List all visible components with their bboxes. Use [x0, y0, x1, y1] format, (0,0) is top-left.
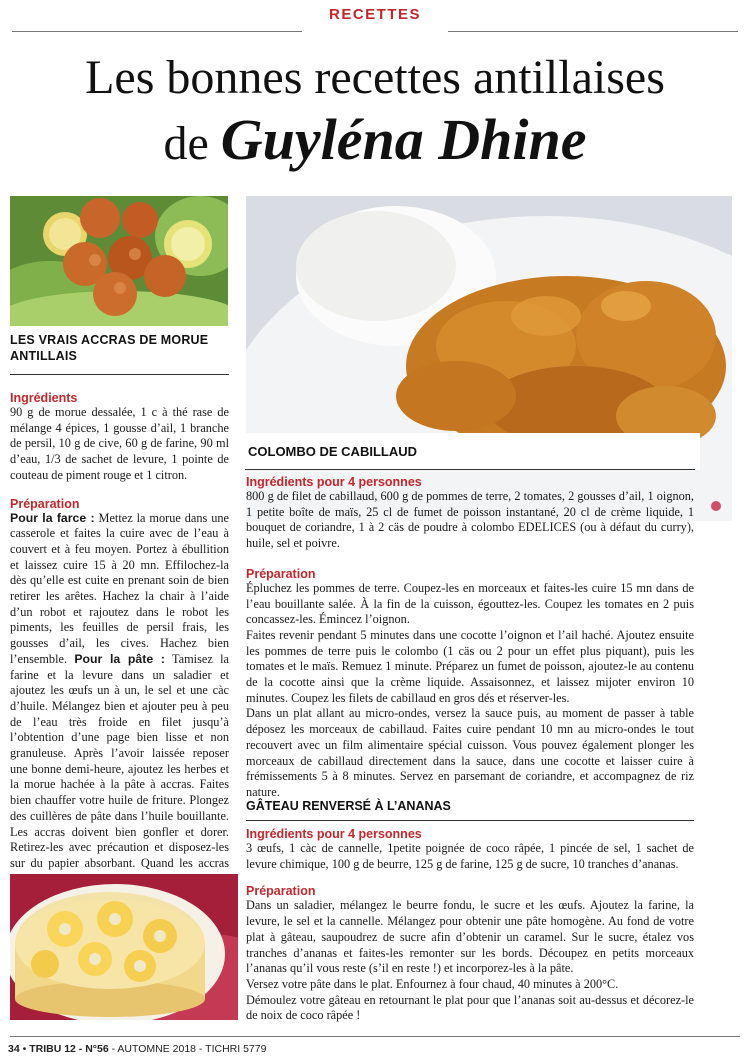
preparation-label: Préparation [10, 496, 80, 511]
recipe-title: LES VRAIS ACCRAS DE MORUE ANTILLAIS [10, 333, 209, 363]
page-footer: 34 • TRIBU 12 - N°56 - AUTOMNE 2018 - TICHRI 5779 [8, 1043, 267, 1055]
colombo-photo [246, 196, 732, 521]
gateau-photo [10, 874, 238, 1020]
recipe-title-rule [246, 820, 694, 821]
ingredients-text: 3 œufs, 1 càc de cannelle, 1petite poignée de coco râpée, 1 pincée de sel, 1 sachet de levure chimique, 100 g de beurre, 125 g de farine, 125 g de sucre, 10 tranches d’ananas. [246, 841, 694, 871]
page-title-line1: Les bonnes recettes antillaises [85, 51, 665, 104]
recipe-accras [10, 332, 229, 919]
farce-label: Pour la farce : [10, 510, 95, 525]
ingredients-label: Ingrédients pour 4 personnes [246, 475, 422, 489]
magazine-name: TRIBU 12 - N°56 [29, 1043, 109, 1055]
preparation-paragraph: Dans un plat allant au micro-ondes, versez la sauce puis, au moment de passer à table déposez les morceaux de cabillaud. Faites cuire pendant 10 mn au micro-ondes le tout recouvert avec un film alimentaire spécial cuisson. Vous pouvez également plonger les morceaux de cabillaud directement dans la sauce, dans une cocotte et laisser cuire à frémissements 5 à 8 minutes. Servez en parsemant de coriandre, et accompagnez de riz nature. [246, 706, 694, 799]
ingredients-text: 90 g de morue dessalée, 1 c à thé rase de mélange 4 épices, 1 gousse d’ail, 1 branche de persil, 10 g de cive, 60 g de farine, 90 ml d’eau, 1/3 de sachet de levure, 1 pointe de couteau de piment rouge et 1 citron. [10, 405, 229, 482]
footer-rule [10, 1036, 740, 1037]
recipe-colombo [246, 475, 694, 801]
ingredients-label: Ingrédients [10, 391, 78, 405]
preparation-paragraph: Dans un saladier, mélangez le beurre fondu, le sucre et les œufs. Ajoutez la farine, la levure, le sel et la cannelle. Mélangez pour obtenir une pâte homogène. Au fond de votre plat à gâteau, saupoudrez de sucre afin d’obtenir un caramel. Sur le sucre, étalez vos tranches d’ananas et faites-les remonter sur les bords. Découpez en petits morceaux l’ananas qu’il vous reste (s’il en reste !) et incorporez-les à la pâte. [246, 898, 694, 976]
recipe-gateau [246, 798, 694, 1024]
preparation-paragraph: Épluchez les pommes de terre. Coupez-les en morceaux et faites-les cuire 15 mn dans de l’eau bouillante salée. À la fin de la cuisson, égouttez-les. Coupez les tomates en 2 puis concassez-les. Émincez l’oignon. [246, 580, 694, 627]
preparation-paragraph: Démoulez votre gâteau en retournant le plat pour que l’ananas soit au-dessus et décorez-le de noix de coco râpée ! [246, 992, 694, 1023]
pate-text: Tamisez la farine et la levure dans un saladier et ajoutez les œufs un à un, le sel et une càc d’huile. Mélangez bien et ajouter peu à peu de l’eau très froide en filet jusqu’à l’obtention d’une page bien lisse et non granuleuse. Après l’avoir laissée reposer une bonne demi-heure, ajoutez les herbes et la morue hachée à la pâte à accras. Faites bien chauffer votre huile de friture. Plongez des cuillères de pâte dans l’huile bouillante. Les accras doivent bien gonfler et dorer. Retirez-les avec précaution et disposez-les sur du papier absorbant. Quand les accras [10, 651, 229, 870]
recipe-title: GÂTEAU RENVERSÉ À L’ANANAS [246, 799, 451, 813]
accras-photo [10, 196, 228, 326]
header-rule-left [12, 31, 302, 32]
preparation-label: Préparation [246, 884, 316, 899]
ingredients-label: Ingrédients pour 4 personnes [246, 827, 422, 841]
recipe-title: COLOMBO DE CABILLAUD [248, 444, 417, 459]
title-prefix: de [163, 117, 221, 170]
author-name: Guyléna Dhine [220, 107, 587, 172]
section-label: RECETTES [328, 6, 421, 23]
ingredients-text: 800 g de filet de cabillaud, 600 g de pommes de terre, 2 tomates, 2 gousses d’ail, 1 oignon, 1 petite boîte de maïs, 25 cl de fumet de poisson instantané, 20 cl de crème liquide, 1 bouquet de coriandre, 1 à 2 cäs de poudre à colombo EDELICES (ou à défaut du curry), huile, sel et poivre. [246, 489, 694, 551]
header-rule-right [448, 31, 738, 32]
page-number: 34 [8, 1043, 20, 1055]
pate-label: Pour la pâte : [74, 651, 165, 666]
preparation-text [10, 511, 229, 919]
farce-text: Mettez la morue dans une casserole et faites la cuire avec de l’eau à couvert et à feu moyen. Portez à ébullition et laissez cuire 15 à 20 mn. Effilochez-la dès qu’elle est cuite en prenant soin de bien retirer les arêtes. Hachez la chair à l’aide d’un robot et rajoutez dans le robot les piments, les feuilles de persil frais, les gousses d’ail, les cives. Hachez bien l’ensemble. [10, 510, 229, 666]
recipe-title-rule [10, 374, 229, 375]
preparation-paragraph: Versez votre pâte dans le plat. Enfournez à four chaud, 40 minutes à 200°C. [246, 976, 619, 991]
page-title-line2 [0, 108, 750, 176]
preparation-label: Préparation [246, 566, 316, 581]
issue-info: - AUTOMNE 2018 - TICHRI 5779 [108, 1043, 267, 1055]
preparation-paragraph: Faites revenir pendant 5 minutes dans une cocotte l’oignon et l’ail haché. Ajoutez ensuite les pommes de terre puis le colombo (1 cäs ou 2 pour un effet plus piquant), puis les tomates et le maïs. Remuez 1 minute. Préparez un fumet de poisson, ajoutez-le au contenu de la cocotte ainsi que la crème liquide. Assaisonnez, et laissez mijoter environ 10 minutes. Coupez les filets de cabillaud en gros dés et réserver-les. [246, 627, 694, 705]
recipe-title-rule [245, 469, 695, 470]
